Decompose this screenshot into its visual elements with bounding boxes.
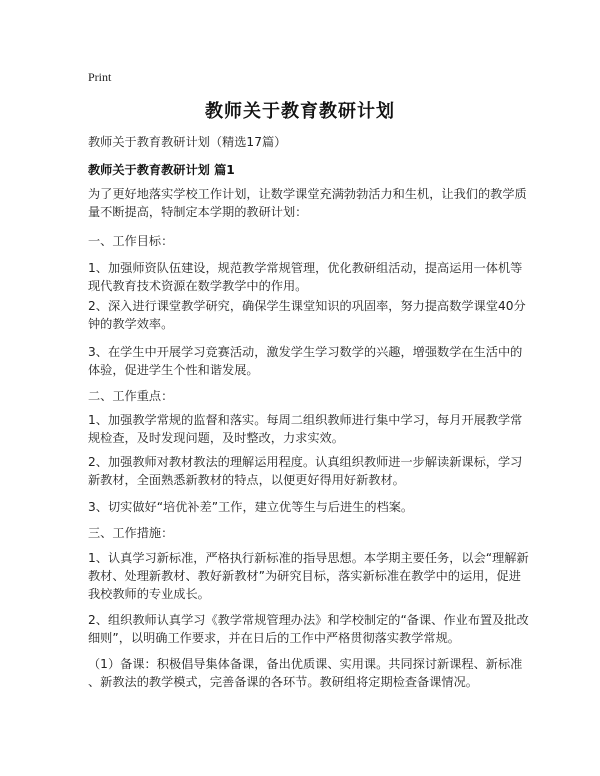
paragraph-line: 1、加强师资队伍建设，规范教学常规管理，优化教研组活动，提高运用一体机等 [88, 261, 523, 275]
paragraph-line: 3、切实做好“培优补差”工作，建立优等生与后进生的档案。 [88, 500, 414, 514]
paragraph-line: 2、加强教师对教材教法的理解运用程度。认真组织教师进一步解读新课标，学习 [88, 455, 523, 469]
page-title: 教师关于教育教研计划 [205, 101, 395, 122]
paragraph-line: 2、组织教师认真学习《教学常规管理办法》和学校制定的“备课、作业布置及批改 [88, 613, 529, 627]
paragraph-line: 1、认真学习新标准，严格执行新标准的指导思想。本学期主要任务，以会“理解新 [88, 551, 529, 565]
paragraph-line: 教材、处理新教材、教好新教材”为研究目标，落实新标准在教学中的运用，促进 [88, 569, 521, 583]
paragraph-line: 我校教师的专业成长。 [88, 587, 210, 601]
heading-focus: 二、工作重点： [88, 389, 174, 403]
paragraph-line: 量不断提高，特制定本学期的教研计划： [88, 205, 308, 219]
paragraph-line: 规检查，及时发现问题，及时整改，力求实效。 [88, 431, 344, 445]
paragraph-line: 、新教法的教学模式，完善备课的各环节。教研组将定期检查备课情况。 [88, 675, 478, 689]
paragraph-line: 新教材，全面熟悉新教材的特点，以便更好得用好新教材。 [88, 473, 405, 487]
paragraph-line: 为了更好地落实学校工作计划，让数学课堂充满勃勃活力和生机，让我们的教学质 [88, 187, 527, 201]
paragraph-line: 2、深入进行课堂教学研究，确保学生课堂知识的巩固率，努力提高数学课堂40分 [88, 299, 526, 313]
paragraph-line: 3、在学生中开展学习竞赛活动，激发学生学习数学的兴趣，增强数学在生活中的 [88, 345, 523, 359]
paragraph-line: 钟的教学效率。 [88, 317, 174, 331]
paragraph-line: （1）备课：积极倡导集体备课，备出优质课、实用课。共同探讨新课程、新标准 [88, 657, 523, 671]
print-link[interactable]: Print [88, 70, 112, 84]
paragraph-line: 细则”，以明确工作要求，并在日后的工作中严格贯彻落实教学常规。 [88, 631, 460, 645]
heading-goals: 一、工作目标： [88, 234, 174, 248]
document-subtitle: 教师关于教育教研计划（精选17篇） [88, 135, 287, 149]
paragraph-line: 体验，促进学生个性和谐发展。 [88, 363, 259, 377]
heading-measures: 三、工作措施： [88, 526, 174, 540]
paragraph-line: 1、加强教学常规的监督和落实。每周二组织教师进行集中学习，每月开展教学常 [88, 413, 523, 427]
section-heading: 教师关于教育教研计划 篇1 [88, 163, 235, 177]
paragraph-line: 现代教育技术资源在数学教学中的作用。 [88, 279, 308, 293]
